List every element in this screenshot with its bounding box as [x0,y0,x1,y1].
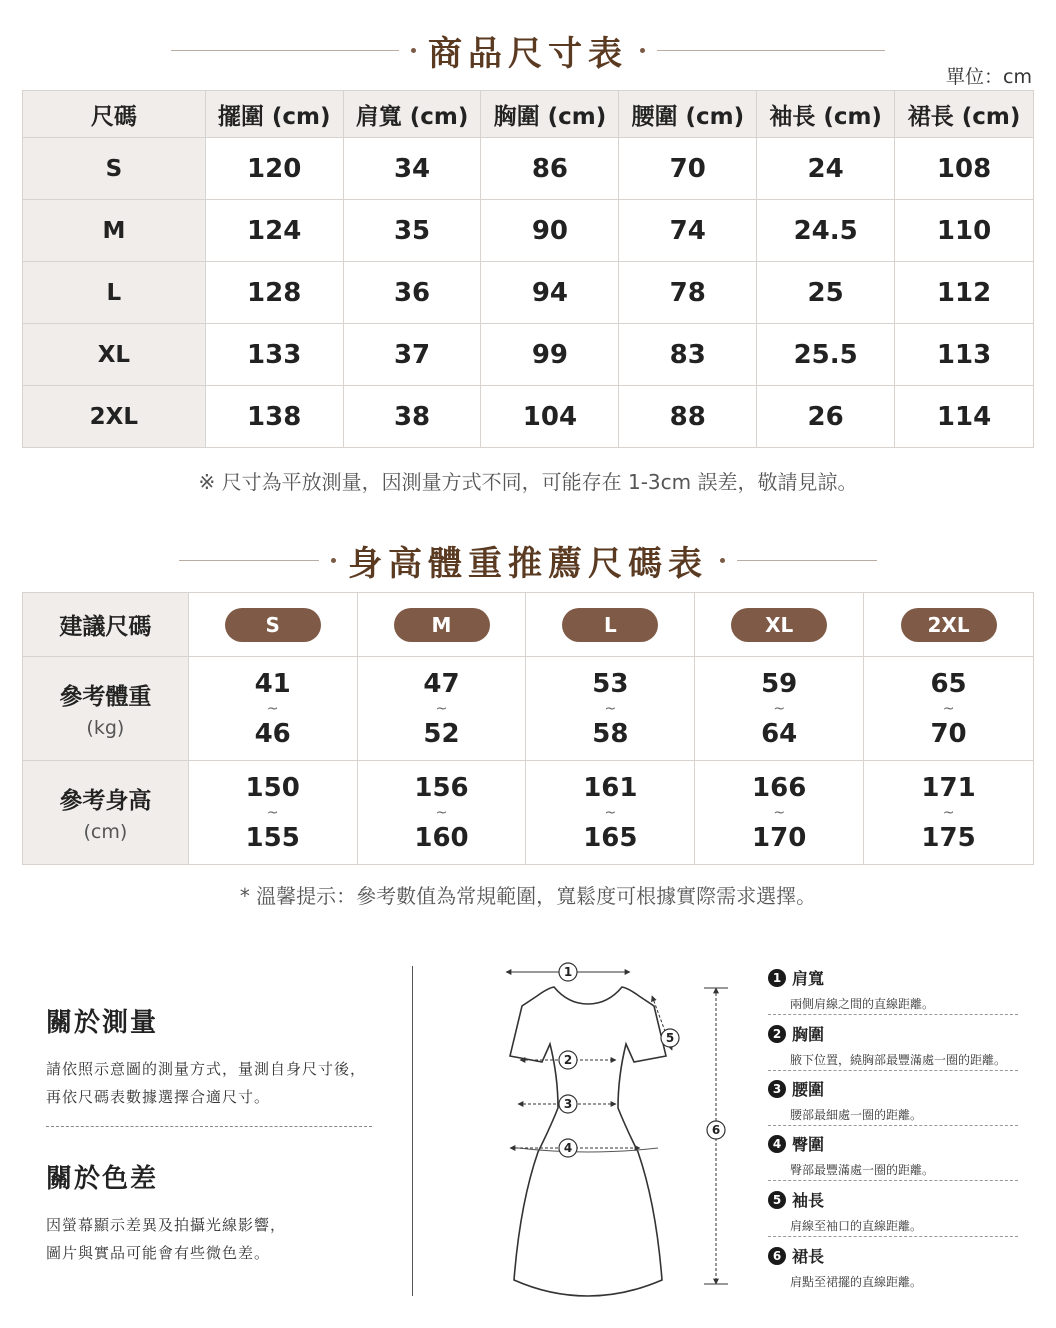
value-cell: 99 [481,324,619,386]
height-label-cell [23,761,189,865]
title-divider-right [657,50,885,51]
about-color [46,1158,286,1267]
about-color-title: 關於色差 [46,1164,159,1194]
value-cell: 24.5 [757,200,895,262]
header-cell: 裙長 (cm) [895,91,1034,138]
number-badge-icon: 5 [768,1191,786,1209]
header-cell: 擺圍 (cm) [205,91,343,138]
range-max: 64 [761,718,798,749]
value-cell: 34 [343,138,481,200]
size-pill-cell [357,593,526,657]
weight-row [23,657,1034,761]
header-cell: 肩寬 (cm) [343,91,481,138]
value-cell: 90 [481,200,619,262]
measurement-item [768,1188,1018,1234]
header-cell: 胸圍 (cm) [481,91,619,138]
header-cell: 尺碼 [23,91,206,138]
value-cell: 113 [895,324,1034,386]
title-divider-left [171,50,399,51]
marker-3 [559,1095,577,1113]
range-tilde: ~ [604,804,617,821]
title-dot [720,558,725,563]
range-max: 170 [752,822,807,853]
weight-range-cell [188,657,357,761]
value-cell: 138 [205,386,343,448]
height-unit: (cm) [83,821,128,843]
size-table-header [23,91,1034,138]
value-cell: 78 [619,262,757,324]
range-min: 41 [254,668,291,699]
measurement-desc: 腋下位置，繞胸部最豐滿處一圈的距離。 [790,1053,1007,1067]
value-cell: 133 [205,324,343,386]
table-row [23,200,1034,262]
range-max: 52 [423,718,460,749]
size-pill: XL [731,608,827,642]
value-cell: 88 [619,386,757,448]
number-badge-icon: 3 [768,1080,786,1098]
height-range-cell [188,761,357,865]
marker-2 [559,1051,577,1069]
measurement-title: 袖長 [792,1191,825,1210]
size-cell: S [23,138,206,200]
value-cell: 36 [343,262,481,324]
number-badge-icon: 6 [768,1247,786,1265]
weight-range-cell [357,657,526,761]
range-min: 65 [930,668,967,699]
value-cell: 112 [895,262,1034,324]
height-range-cell [526,761,695,865]
size-pill-cell [526,593,695,657]
section-divider [46,1126,372,1127]
range-min: 156 [414,772,469,803]
measurement-item [768,1132,1018,1178]
size-cell: XL [23,324,206,386]
marker-4 [559,1139,577,1157]
height-label: 參考身高 [59,788,152,814]
range-max: 70 [930,718,967,749]
legend-divider [768,1070,1018,1071]
about-color-line: 圖片與實品可能會有些微色差。 [46,1244,271,1262]
title-divider-right [737,560,877,561]
value-cell: 38 [343,386,481,448]
value-cell: 86 [481,138,619,200]
size-pill-cell [188,593,357,657]
weight-range-cell [526,657,695,761]
size-pill: 2XL [901,608,997,642]
measurement-item [768,1022,1018,1068]
number-badge-icon: 4 [768,1135,786,1153]
vertical-divider [412,966,413,1296]
size-chart-title: 商品尺寸表 [428,34,628,74]
size-cell: 2XL [23,386,206,448]
marker-label: 6 [711,1123,721,1137]
measurement-desc: 肩線至袖口的直線距離。 [790,1219,923,1233]
value-cell: 110 [895,200,1034,262]
marker-label: 1 [563,965,573,979]
height-range-cell [357,761,526,865]
table-row [23,262,1034,324]
recommend-chart-title: 身高體重推薦尺碼表 [348,544,708,584]
size-cell: M [23,200,206,262]
range-max: 58 [592,718,629,749]
size-label-cell: 建議尺碼 [23,593,189,657]
range-min: 166 [752,772,807,803]
value-cell: 114 [895,386,1034,448]
range-tilde: ~ [773,700,786,717]
value-cell: 120 [205,138,343,200]
range-tilde: ~ [266,700,279,717]
size-table [22,90,1034,448]
range-max: 165 [583,822,638,853]
header-cell: 腰圍 (cm) [619,91,757,138]
dress-outline [510,987,666,1296]
about-measure-line: 請依照示意圖的測量方式，量測自身尺寸後， [46,1060,367,1078]
range-tilde: ~ [942,804,955,821]
value-cell: 108 [895,138,1034,200]
value-cell: 74 [619,200,757,262]
weight-range-cell [864,657,1034,761]
size-cell: L [23,262,206,324]
value-cell: 37 [343,324,481,386]
about-measure-title: 關於測量 [46,1008,159,1038]
value-cell: 35 [343,200,481,262]
height-range-cell [864,761,1034,865]
range-tilde: ~ [266,804,279,821]
range-max: 155 [245,822,300,853]
weight-label-cell [23,657,189,761]
marker-label: 2 [563,1053,573,1067]
size-pill-cell [695,593,864,657]
measurement-title: 裙長 [792,1247,825,1266]
range-tilde: ~ [435,804,448,821]
number-badge-icon: 1 [768,969,786,987]
value-cell: 83 [619,324,757,386]
marker-1 [559,963,577,981]
table-row [23,138,1034,200]
dress-measurement-diagram [440,958,760,1298]
marker-6 [707,1121,725,1139]
marker-label: 5 [665,1031,675,1045]
range-min: 53 [592,668,629,699]
range-tilde: ~ [604,700,617,717]
weight-unit: (kg) [86,717,125,739]
range-min: 161 [583,772,638,803]
size-pill: M [394,608,490,642]
legend-divider [768,1180,1018,1181]
recommend-chart-title-bar [0,536,1056,585]
measurement-title: 臀圍 [792,1135,825,1154]
range-tilde: ~ [942,700,955,717]
measurement-desc: 兩側肩線之間的直線距離。 [790,997,935,1011]
measurement-desc: 臀部最豐滿處一圈的距離。 [790,1163,935,1177]
measurement-title: 肩寬 [792,969,825,988]
measurement-desc: 肩點至裙擺的直線距離。 [790,1275,923,1289]
measurement-item [768,966,1018,1012]
value-cell: 70 [619,138,757,200]
weight-range-cell [695,657,864,761]
size-chart-title-bar [0,26,1056,75]
measurement-title: 胸圍 [792,1025,825,1044]
height-range-cell [695,761,864,865]
value-cell: 25 [757,262,895,324]
about-measure-line: 再依尺碼表數據選擇合適尺寸。 [46,1088,271,1106]
weight-label: 參考體重 [59,684,152,710]
about-measure [46,1002,366,1111]
value-cell: 128 [205,262,343,324]
recommend-table [22,592,1034,865]
measurement-desc: 腰部最細處一圈的距離。 [790,1108,923,1122]
legend-divider [768,1125,1018,1126]
range-min: 171 [921,772,976,803]
range-max: 175 [921,822,976,853]
title-divider-left [179,560,319,561]
value-cell: 25.5 [757,324,895,386]
range-tilde: ~ [435,700,448,717]
title-dot [411,48,416,53]
range-min: 150 [245,772,300,803]
about-color-line: 因螢幕顯示差異及拍攝光線影響， [46,1216,287,1234]
measurement-item [768,1244,1018,1290]
title-dot [640,48,645,53]
number-badge-icon: 2 [768,1025,786,1043]
range-min: 59 [761,668,798,699]
height-row [23,761,1034,865]
range-max: 46 [254,718,291,749]
measurement-title: 腰圍 [792,1080,825,1099]
size-pill: S [225,608,321,642]
measurement-item [768,1077,1018,1123]
value-cell: 26 [757,386,895,448]
legend-divider [768,1014,1018,1015]
marker-label: 3 [563,1097,573,1111]
unit-label: 單位：cm [946,66,1032,88]
recommend-chart-note: * 溫馨提示：參考數值為常規範圍，寬鬆度可根據實際需求選擇。 [239,884,817,908]
range-tilde: ~ [773,804,786,821]
header-cell: 袖長 (cm) [757,91,895,138]
value-cell: 94 [481,262,619,324]
title-dot [331,558,336,563]
value-cell: 124 [205,200,343,262]
size-row [23,593,1034,657]
size-pill: L [562,608,658,642]
value-cell: 104 [481,386,619,448]
marker-5 [661,1029,679,1047]
size-chart-note: ※ 尺寸為平放測量，因測量方式不同，可能存在 1-3cm 誤差，敬請見諒。 [198,470,858,494]
legend-divider [768,1236,1018,1237]
size-pill-cell [864,593,1034,657]
range-max: 160 [414,822,469,853]
value-cell: 24 [757,138,895,200]
range-min: 47 [423,668,460,699]
table-row [23,324,1034,386]
table-row [23,386,1034,448]
marker-label: 4 [563,1141,573,1155]
